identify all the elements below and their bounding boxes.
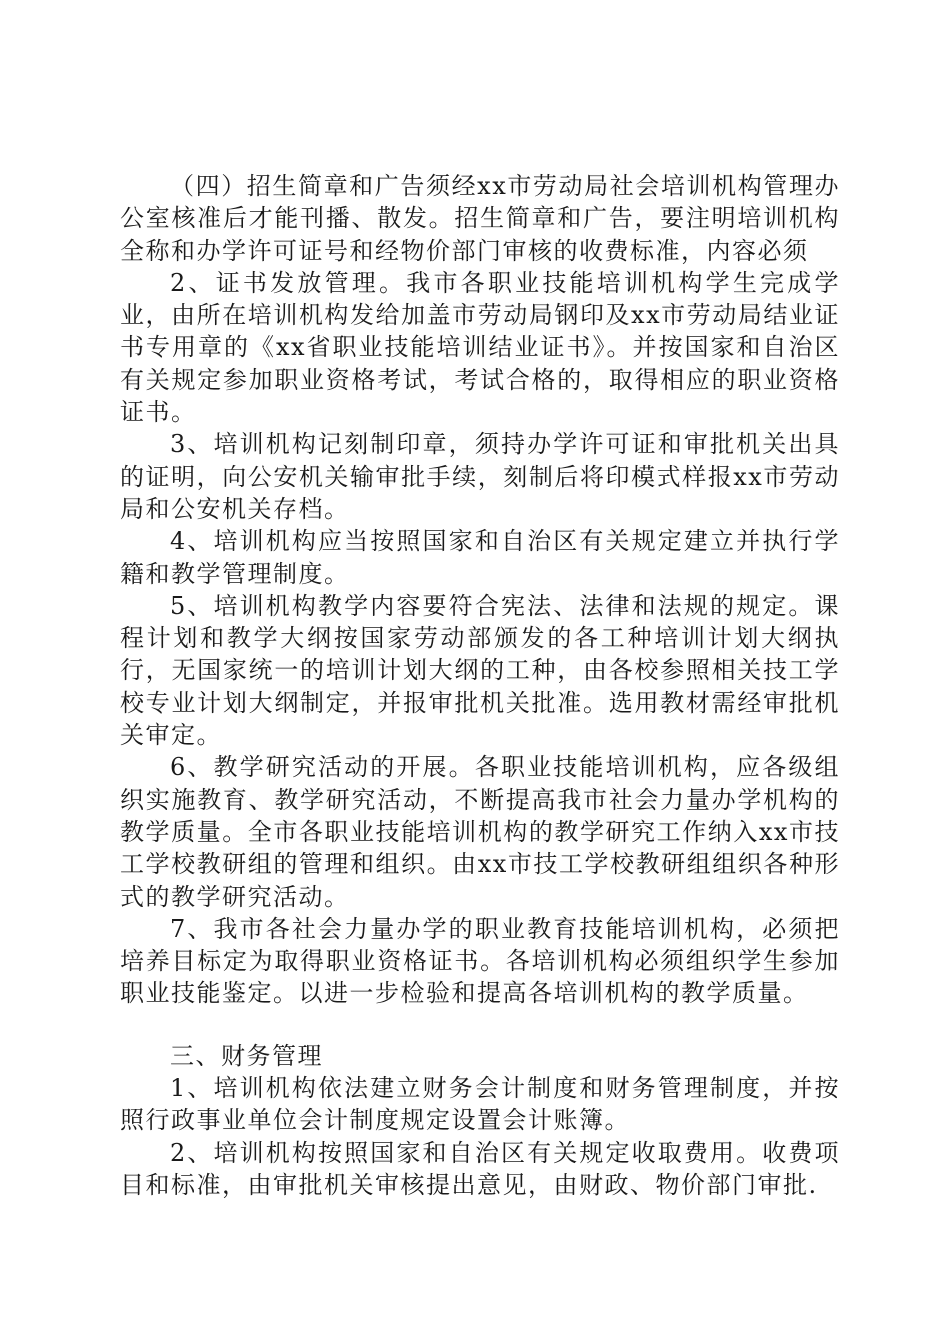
section-heading-finance: 三、财务管理: [170, 1041, 323, 1070]
paragraph-accounting-system: 1、培训机构依法建立财务会计制度和财务管理制度，并按照行政事业单位会计制度规定设置会计账簿。: [120, 1074, 840, 1135]
paragraph-seal-engraving: 3、培训机构记刻制印章，须持办学许可证和审批机关出具的证明，向公安机关输审批手续，刻制后将印模式样报xx市劳动局和公安机关存档。: [120, 430, 840, 523]
paragraph-training-goals: 7、我市各社会力量办学的职业教育技能培训机构，必须把培养目标定为取得职业资格证书。各培训机构必须组织学生参加职业技能鉴定。以进一步检验和提高各培训机构的教学质量。: [120, 914, 840, 1008]
paragraph-teaching-content: 5、培训机构教学内容要符合宪法、法律和法规的规定。课程计划和教学大纲按国家劳动部颁发的各工种培训计划大纲执行，无国家统一的培训计划大纲的工种，由各校参照相关技工学校专业计划大纲制定，并报审批机关批准。选用教材需经审批机关审定。: [120, 591, 840, 750]
paragraph-teaching-research: 6、教学研究活动的开展。各职业技能培训机构，应各级组织实施教育、教学研究活动，不断提高我市社会力量办学机构的教学质量。全市各职业技能培训机构的教学研究工作纳入xx市技工学校教研组的管理和组织。由xx市技工学校教研组组织各种形式的教学研究活动。: [120, 753, 840, 911]
paragraph-fee-collection: 2、培训机构按照国家和自治区有关规定收取费用。收费项目和标准，由审批机关审核提出意见，由财政、物价部门审批.: [120, 1138, 840, 1199]
paragraph-student-records: 4、培训机构应当按照国家和自治区有关规定建立并执行学籍和教学管理制度。: [120, 527, 840, 588]
document-body: [120, 170, 840, 1201]
paragraph-certificate-issuance: 2、证书发放管理。我市各职业技能培训机构学生完成学业，由所在培训机构发给加盖市劳动局钢印及xx市劳动局结业证书专用章的《xx省职业技能培训结业证书》。并按国家和自治区有关规定参加职业资格考试，考试合格的，取得相应的职业资格证书。: [120, 268, 840, 427]
section-spacer: [120, 1010, 840, 1040]
paragraph-recruitment-ads: （四）招生简章和广告须经xx市劳动局社会培训机构管理办公室核准后才能刊播、散发。招生简章和广告，要注明培训机构全称和办学许可证号和经物价部门审核的收费标准，内容必须: [120, 172, 840, 265]
